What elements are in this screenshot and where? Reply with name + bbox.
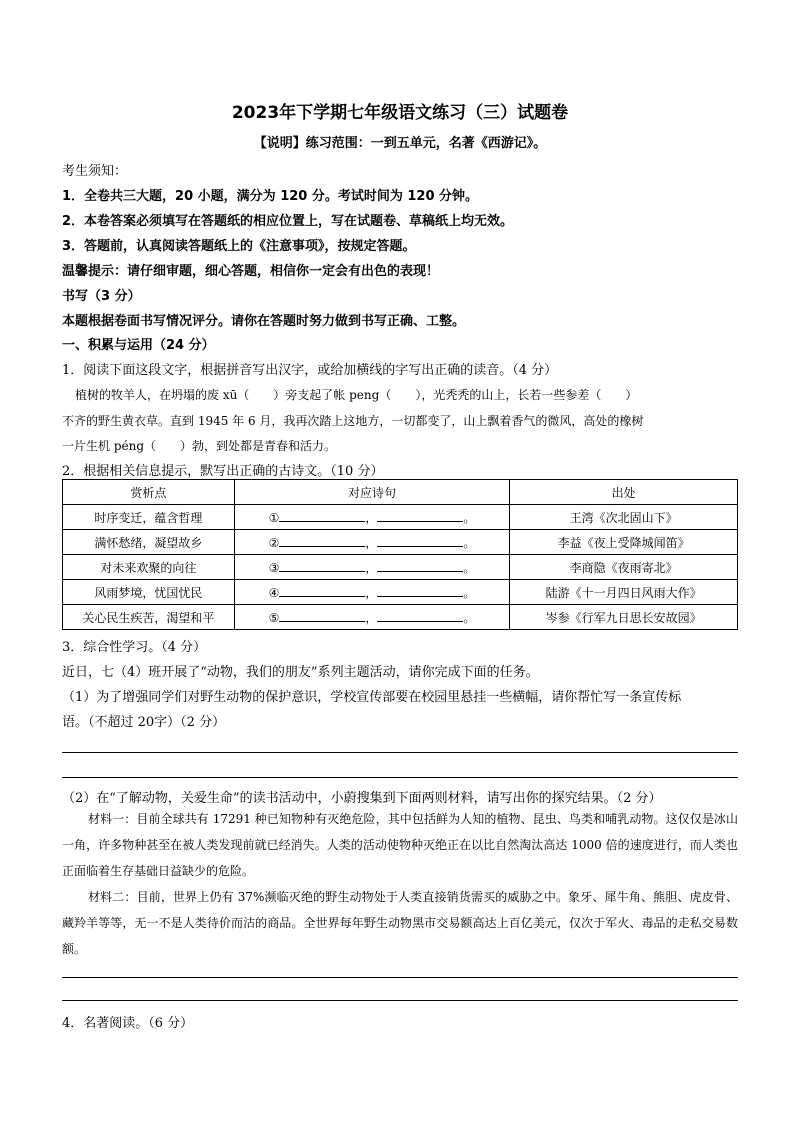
table-row: [63, 555, 738, 580]
comma: ，: [365, 585, 378, 600]
q3-sub1-line-1: （1）为了增强同学们对野生动物的保护意识，学校宣传部要在校园里悬挂一些横幅，请你帮忙写一条宣传标: [62, 690, 682, 705]
answer-blank[interactable]: [377, 559, 463, 572]
q3-intro: 近日，七（4）班开展了“动物，我们的朋友”系列主题活动，请你完成下面的任务。: [62, 665, 539, 680]
section1-heading: 一、积累与运用（24 分）: [62, 338, 215, 353]
q1-passage-line-2: 不齐的野生黄衣草。直到 1945 年 6 月，我再次踏上这地方，一切都变了，山上飘着香气的微风，高处的橡树: [62, 414, 644, 428]
period: 。: [463, 510, 476, 525]
answer-blank[interactable]: [377, 609, 463, 622]
q4-stem: 4．名著阅读。（6 分）: [62, 1016, 194, 1031]
period: 。: [463, 560, 476, 575]
notice-heading: 考生须知：: [62, 164, 128, 179]
q3-sub1-line-2: 语。（不超过 20字）（2 分）: [62, 715, 226, 730]
source-cell: 李益《夜上受降城闻笛》: [510, 530, 738, 555]
appreciation-point: 时序变迁，蕴含哲理: [63, 505, 235, 530]
scope-note: 【说明】练习范围：一到五单元，名著《西游记》。: [253, 136, 547, 151]
blank-number: ①: [268, 510, 280, 525]
verse-blank-cell[interactable]: [234, 505, 510, 530]
answer-blank[interactable]: [279, 584, 365, 597]
answer-line[interactable]: [62, 752, 738, 753]
source-cell: 岑参《行军九日思长安故园》: [510, 605, 738, 630]
comma: ，: [365, 560, 378, 575]
notice-item-3: 3．答题前，认真阅读答题纸上的《注意事项》，按规定答题。: [62, 239, 416, 254]
verse-blank-cell[interactable]: [234, 530, 510, 555]
answer-line[interactable]: [62, 777, 738, 778]
blank-number: ⑤: [268, 610, 280, 625]
period: 。: [463, 610, 476, 625]
table-row: [63, 530, 738, 555]
answer-blank[interactable]: [279, 509, 365, 522]
q1-passage-line-1: 植树的牧羊人，在坍塌的废 xū（ ）旁支起了帐 peng（ ），光秃秃的山上，长若一些参差（ ）: [75, 388, 638, 402]
period: 。: [463, 585, 476, 600]
warm-tip: 温馨提示：请仔细审题，细心答题，相信你一定会有出色的表现！: [62, 264, 440, 279]
poem-table: [62, 479, 738, 630]
column-header: 对应诗句: [234, 480, 510, 505]
period: 。: [463, 535, 476, 550]
table-row: [63, 580, 738, 605]
table-row: [63, 505, 738, 530]
answer-line[interactable]: [62, 1000, 738, 1001]
notice-item-2: 2．本卷答案必须填写在答题纸的相应位置上，写在试题卷、草稿纸上均无效。: [62, 214, 514, 229]
appreciation-point: 风雨梦境，忧国忧民: [63, 580, 235, 605]
q3-sub2: （2）在“了解动物，关爱生命”的读书活动中，小蔚搜集到下面两则材料，请写出你的探究结果。（2 分）: [62, 791, 662, 806]
source-cell: 李商隐《夜雨寄北》: [510, 555, 738, 580]
answer-blank[interactable]: [377, 509, 463, 522]
q1-stem: 1．阅读下面这段文字，根据拼音写出汉字，或给加横线的字写出正确的读音。（4 分）: [62, 363, 558, 378]
notice-item-1: 1．全卷共三大题，20 小题，满分为 120 分。考试时间为 120 分钟。: [62, 189, 479, 204]
writing-heading: 书写（3 分）: [62, 289, 141, 304]
column-header: 出处: [510, 480, 738, 505]
answer-line[interactable]: [62, 977, 738, 978]
answer-blank[interactable]: [377, 534, 463, 547]
table-header-row: [63, 480, 738, 505]
page-title: 2023年下学期七年级语文练习（三）试题卷: [231, 103, 569, 123]
answer-blank[interactable]: [279, 559, 365, 572]
q1-passage-line-3: 一片生机 péng（ ）勃，到处都是青春和活力。: [62, 439, 337, 453]
blank-number: ③: [268, 560, 280, 575]
q3-stem: 3．综合性学习。（4 分）: [62, 640, 207, 655]
writing-text: 本题根据卷面书写情况评分。请你在答题时努力做到书写正确、工整。: [62, 314, 466, 329]
blank-number: ②: [268, 535, 280, 550]
source-cell: 陆游《十一月四日风雨大作》: [510, 580, 738, 605]
comma: ，: [365, 610, 378, 625]
comma: ，: [365, 535, 378, 550]
comma: ，: [365, 510, 378, 525]
source-cell: 王湾《次北固山下》: [510, 505, 738, 530]
q2-stem: 2．根据相关信息提示，默写出正确的古诗文。（10 分）: [62, 464, 384, 479]
material-one: 材料一：目前全球共有 17291 种已知物种有灭绝危险，其中包括鲜为人知的植物、昆虫、鸟类和哺乳动物。这仅仅是冰山一角，许多物种甚至在被人类发现前就已经消失。人类的活动使物种灭绝正在以比自然淘汰高达 1000 倍的速度进行，而人类也正面临着生存基础日益缺少的危险。: [62, 812, 738, 878]
answer-blank[interactable]: [377, 584, 463, 597]
verse-blank-cell[interactable]: [234, 555, 510, 580]
answer-blank[interactable]: [279, 534, 365, 547]
appreciation-point: 满怀愁绪，凝望故乡: [63, 530, 235, 555]
column-header: 赏析点: [63, 480, 235, 505]
verse-blank-cell[interactable]: [234, 580, 510, 605]
appreciation-point: 对未来欢聚的向往: [63, 555, 235, 580]
answer-blank[interactable]: [279, 609, 365, 622]
table-row: [63, 605, 738, 630]
material-two: 材料二：目前，世界上仍有 37%濒临灭绝的野生动物处于人类直接销货需买的威胁之中。象牙、犀牛角、熊胆、虎皮骨、藏羚羊等等，无一不是人类待价而沽的商品。全世界每年野生动物黑市交易额高达上百亿美元，仅次于军火、毒品的走私交易数额。: [62, 890, 738, 956]
appreciation-point: 关心民生疾苦，渴望和平: [63, 605, 235, 630]
verse-blank-cell[interactable]: [234, 605, 510, 630]
blank-number: ④: [268, 585, 280, 600]
